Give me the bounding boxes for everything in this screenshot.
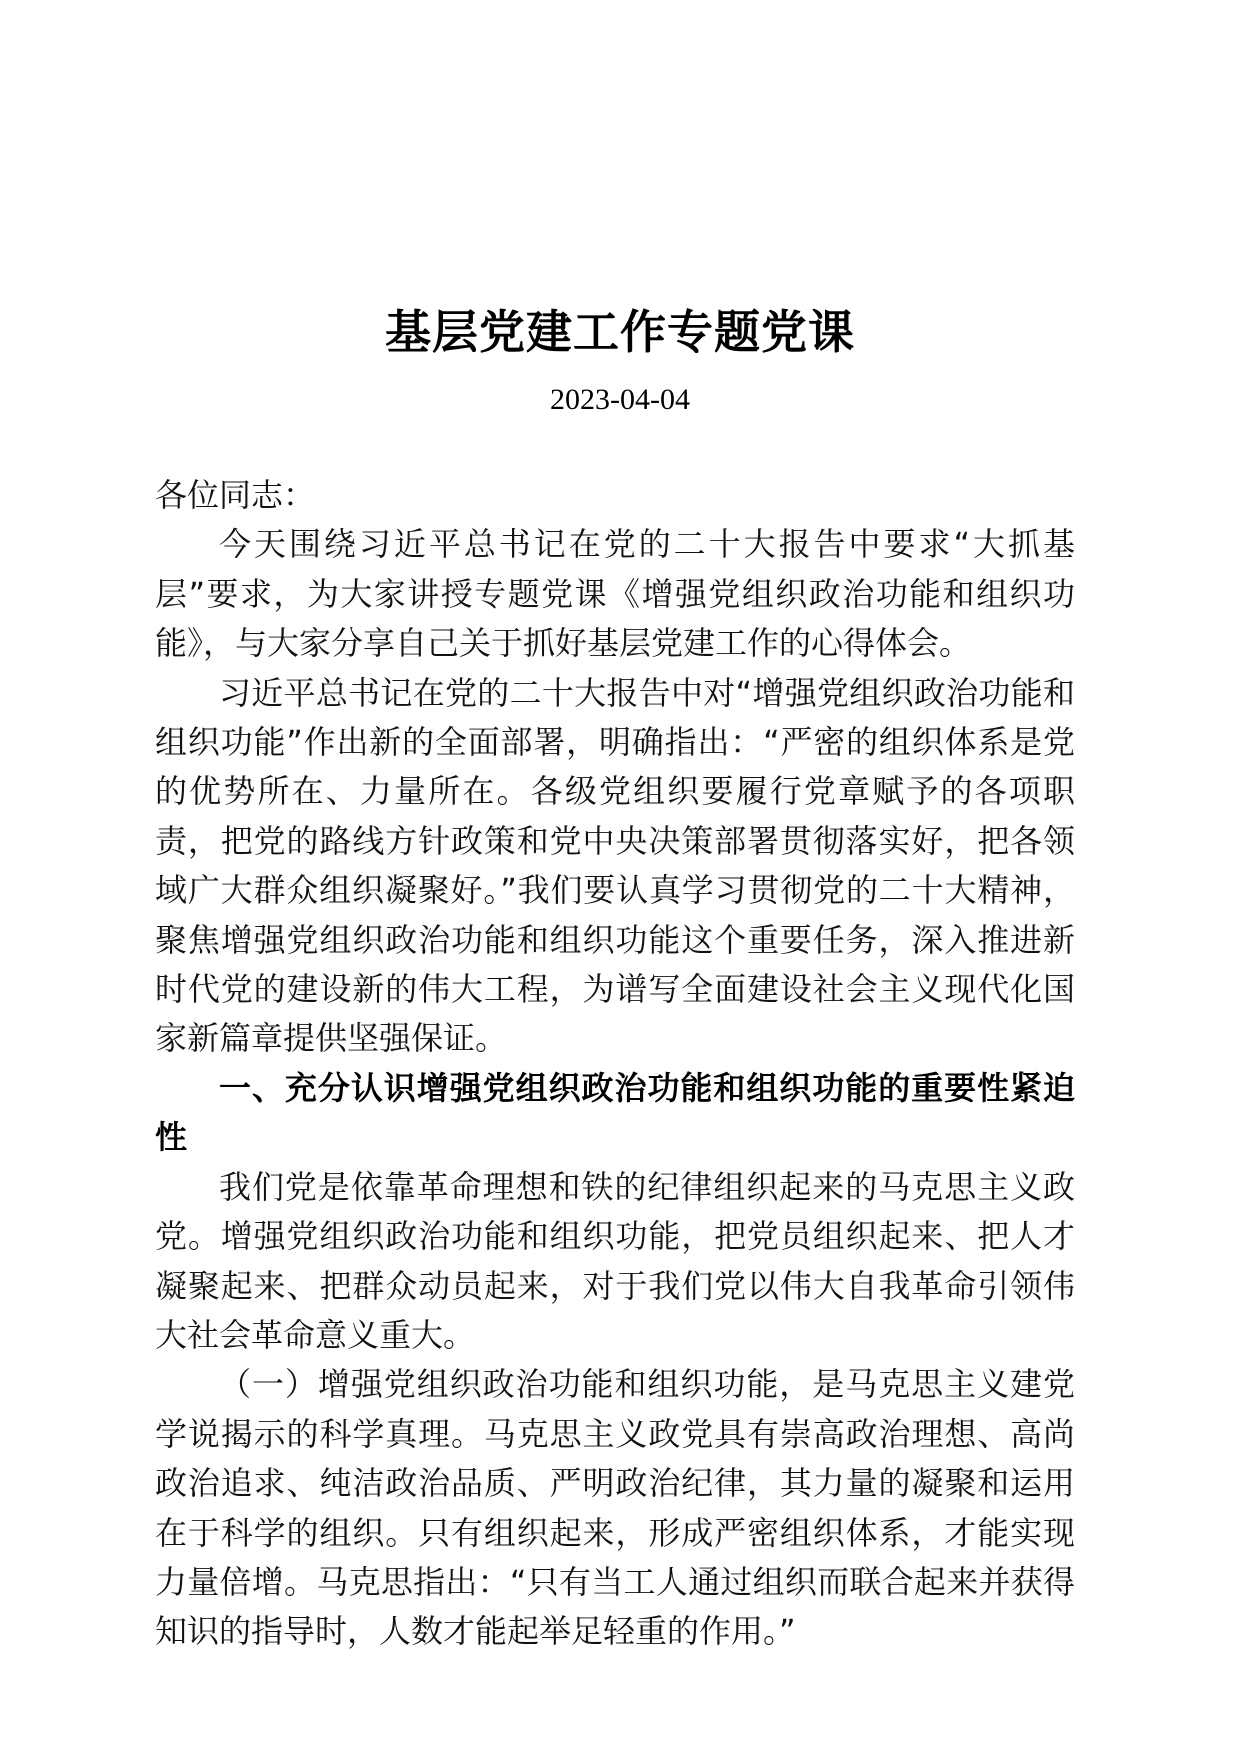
paragraph: 今天围绕习近平总书记在党的二十大报告中要求“大抓基层”要求，为大家讲授专题党课《增强党组织政治功能和组织功能》，与大家分享自己关于抓好基层党建工作的心得体会。 bbox=[155, 525, 1075, 663]
document-date: 2023-04-04 bbox=[550, 383, 690, 416]
paragraph: 习近平总书记在党的二十大报告中对“增强党组织政治功能和组织功能”作出新的全面部署，明确指出：“严密的组织体系是党的优势所在、力量所在。各级党组织要履行党章赋予的各项职责，把党的路线方针政策和党中央决策部署贯彻落实好，把各领域广大群众组织凝聚好。”我们要认真学习贯彻党的二十大精神，聚焦增强党组织政治功能和组织功能这个重要任务，深入推进新时代党的建设新的伟大工程，为谱写全面建设社会主义现代化国家新篇章提供坚强保证。 bbox=[155, 673, 1075, 1058]
paragraph: （一）增强党组织政治功能和组织功能，是马克思主义建党学说揭示的科学真理。马克思主义政党具有崇高政治理想、高尚政治追求、纯洁政治品质、严明政治纪律，其力量的凝聚和运用在于科学的组织。只有组织起来，形成严密组织体系，才能实现力量倍增。马克思指出：“只有当工人通过组织而联合起来并获得知识的指导时，人数才能起举足轻重的作用。” bbox=[155, 1365, 1075, 1651]
salutation: 各位同志： bbox=[155, 476, 316, 514]
section-heading: 一、充分认识增强党组织政治功能和组织功能的重要性紧迫性 bbox=[155, 1068, 1075, 1157]
document-body bbox=[155, 471, 1075, 1657]
document-title: 基层党建工作专题党课 bbox=[385, 305, 855, 359]
paragraph: 我们党是依靠革命理想和铁的纪律组织起来的马克思主义政党。增强党组织政治功能和组织功能，把党员组织起来、把人才凝聚起来、把群众动员起来，对于我们党以伟大自我革命引领伟大社会革命意义重大。 bbox=[155, 1167, 1075, 1354]
